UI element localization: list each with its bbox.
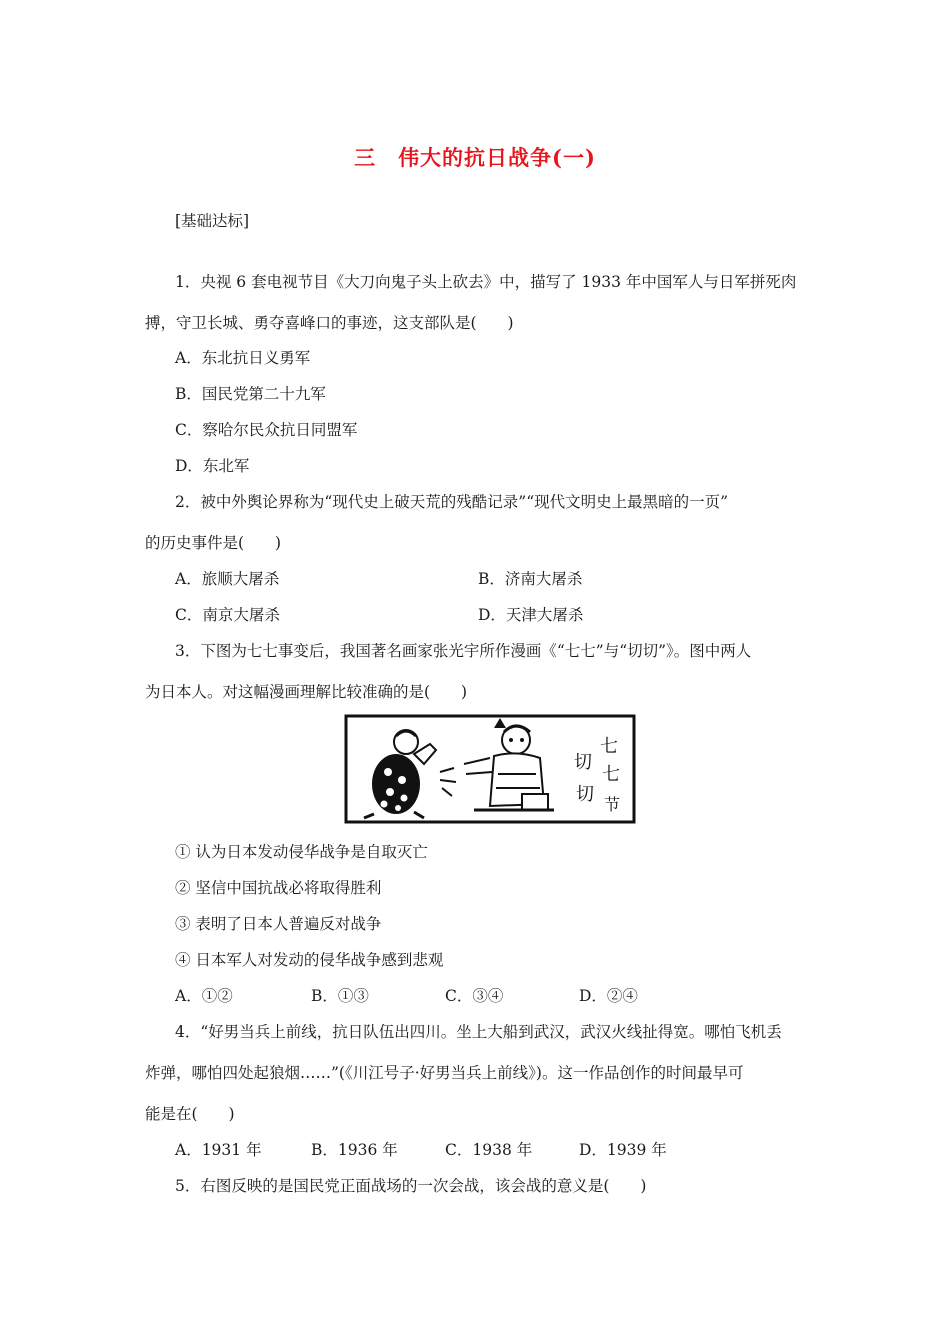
q3-option-c: C．③④ — [445, 987, 504, 1005]
q4-option-a: A．1931 年 — [175, 1141, 262, 1159]
q3-option-a: A．①② — [175, 987, 233, 1005]
section-heading: [基础达标] — [175, 212, 250, 230]
q1-option-c: C．察哈尔民众抗日同盟军 — [175, 421, 358, 439]
cartoon-text-qie-1: 切 — [574, 752, 592, 773]
cartoon-text-qie-2: 切 — [576, 784, 594, 805]
cartoon-text-jie: 节 — [604, 795, 621, 814]
q1-stem-line-2: 搏，守卫长城、勇夺喜峰口的事迹，这支部队是( ) — [145, 314, 514, 332]
q2-option-c: C．南京大屠杀 — [175, 606, 280, 624]
lesson-number: 三 — [354, 145, 377, 170]
q3-statement-3: ③ 表明了日本人普遍反对战争 — [175, 915, 382, 933]
q2-option-a: A．旅顺大屠杀 — [175, 570, 280, 588]
q4-option-b: B．1936 年 — [311, 1141, 398, 1159]
q2-stem-line-1: 2．被中外舆论界称为“现代史上破天荒的残酷记录”“现代文明史上最黑暗的一页” — [175, 493, 729, 511]
q3-option-b: B．①③ — [311, 987, 369, 1005]
q4-stem-line-2: 炸弹，哪怕四处起狼烟……”(《川江号子·好男当兵上前线》)。这一作品创作的时间最早可 — [145, 1064, 744, 1082]
q1-option-b: B．国民党第二十九军 — [175, 385, 326, 403]
q5-stem-line-1: 5．右图反映的是国民党正面战场的一次会战，该会战的意义是( ) — [175, 1177, 647, 1195]
page-title — [0, 142, 950, 172]
cartoon-text-qi-2: 七 — [602, 764, 620, 785]
cartoon-image — [344, 714, 636, 824]
cartoon-text-qi-1: 七 — [600, 736, 618, 757]
q1-option-d: D．东北军 — [175, 457, 250, 475]
q4-option-c: C．1938 年 — [445, 1141, 533, 1159]
q1-option-a: A．东北抗日义勇军 — [175, 349, 311, 367]
q3-statement-4: ④ 日本军人对发动的侵华战争感到悲观 — [175, 951, 444, 969]
q2-stem-line-2: 的历史事件是( ) — [145, 534, 282, 552]
q3-stem-line-2: 为日本人。对这幅漫画理解比较准确的是( ) — [145, 683, 468, 701]
q3-statement-2: ② 坚信中国抗战必将取得胜利 — [175, 879, 382, 897]
lesson-title: 伟大的抗日战争(一) — [398, 145, 596, 170]
q3-stem-line-1: 3．下图为七七事变后，我国著名画家张光宇所作漫画《“七七”与“切切”》。图中两人 — [175, 642, 752, 660]
q4-option-d: D．1939 年 — [579, 1141, 667, 1159]
q2-option-d: D．天津大屠杀 — [478, 606, 584, 624]
q4-stem-line-1: 4．“好男当兵上前线，抗日队伍出四川。坐上大船到武汉，武汉火线扯得宽。哪怕飞机丢 — [175, 1023, 782, 1041]
q3-statement-1: ① 认为日本发动侵华战争是自取灭亡 — [175, 843, 428, 861]
q3-option-d: D．②④ — [579, 987, 638, 1005]
q2-option-b: B．济南大屠杀 — [478, 570, 583, 588]
q1-stem-line-1: 1．央视 6 套电视节目《大刀向鬼子头上砍去》中，描写了 1933 年中国军人与日军拼死肉 — [175, 273, 797, 291]
q4-stem-line-3: 能是在( ) — [145, 1105, 235, 1123]
